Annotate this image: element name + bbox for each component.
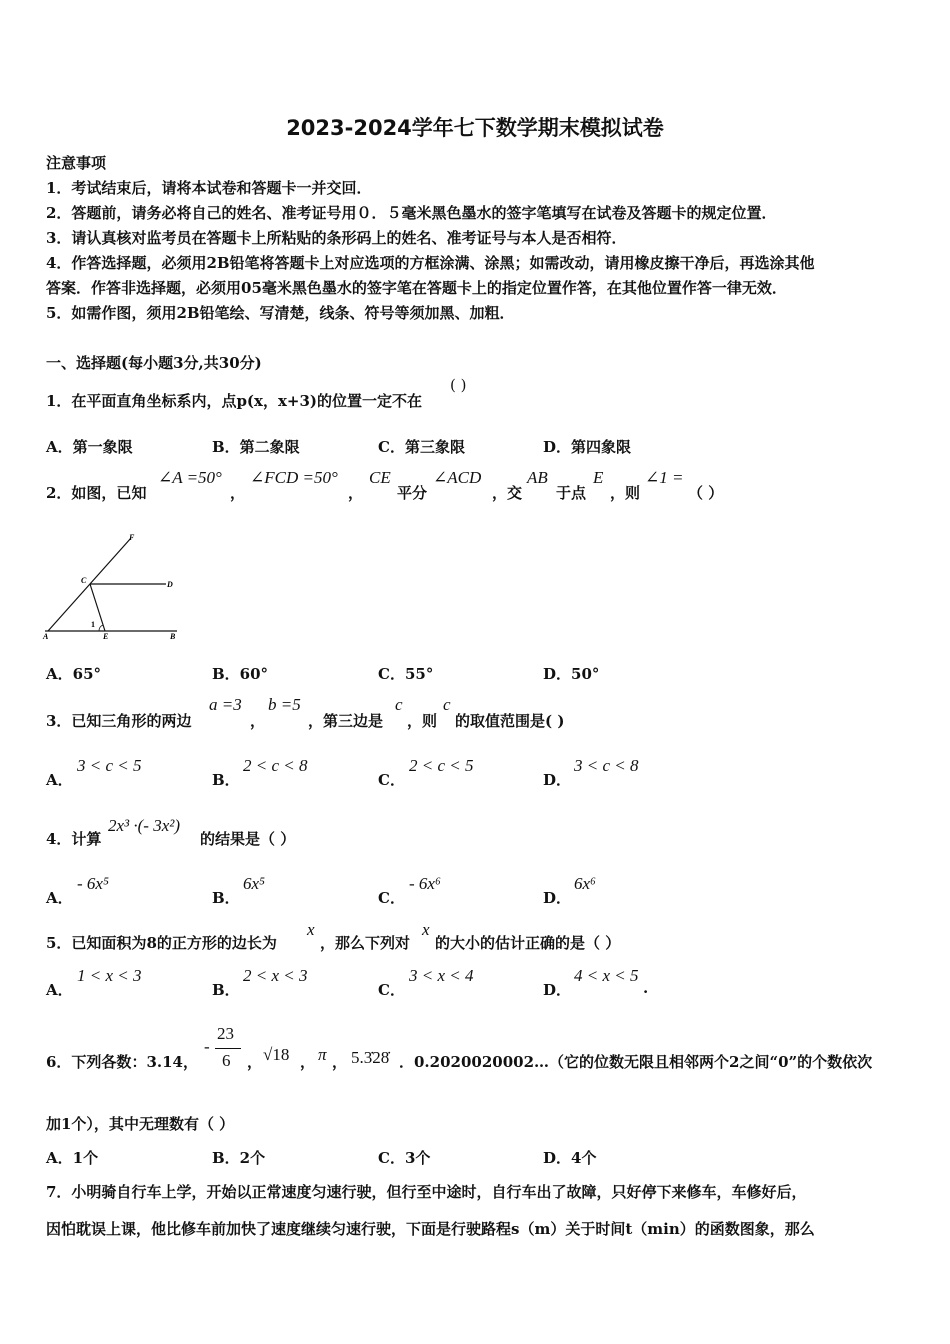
notice-item: 2．答题前，请务必将自己的姓名、准考证号用０．５毫米黑色墨水的签字笔填写在试卷及答题卡的规定位置． (46, 204, 777, 222)
notice-item: 3．请认真核对监考员在答题卡上所粘贴的条形码上的姓名、准考证号与本人是否相符． (46, 229, 627, 247)
math-repeating-decimal: 5.3̇28̇ (351, 1048, 390, 1067)
label-f: F (129, 533, 135, 542)
label-c: C (81, 576, 87, 585)
question-text: 的结果是（ ） (200, 830, 296, 848)
option-b-math: 2 < c < 8 (243, 756, 308, 775)
option-c-math: - 6x⁶ (409, 874, 441, 893)
option-c: C．55° (378, 665, 434, 683)
comma: ， (250, 712, 266, 730)
option-b-letter: B． (212, 771, 240, 789)
option-b-letter: B． (212, 981, 240, 999)
notice-heading: 注意事项 (46, 154, 107, 172)
label-d: D (167, 580, 173, 589)
notice-item: 4．作答选择题，必须用2B铅笔将答题卡上对应选项的方框涂满、涂黑；如需改动，请用橡皮擦干净后，再选涂其他 (46, 254, 815, 272)
option-a-math: 3 < c < 5 (77, 756, 142, 775)
question-7-line1: 7．小明骑自行车上学，开始以正常速度匀速行驶，但行至中途时，自行车出了故障，只好停下来修车，车修好后， (46, 1183, 807, 1201)
question-text: 的取值范围是( ) (455, 712, 565, 730)
comma: ， (348, 484, 364, 502)
option-a: A．65° (46, 665, 102, 683)
question-1-stem: 1．在平面直角坐标系内，点p(x，x+3)的位置一定不在 (46, 392, 423, 410)
option-d-letter: D． (543, 771, 572, 789)
option-b: B．第二象限 (212, 438, 300, 456)
option-b-math: 2 < x < 3 (243, 966, 308, 985)
question-3-lead: 3．已知三角形的两边 (46, 712, 192, 730)
option-c-math: 3 < x < 4 (409, 966, 474, 985)
section-heading: 一、选择题(每小题3分,共30分) (46, 354, 262, 372)
option-a-math: 1 < x < 3 (77, 966, 142, 985)
notice-item: 1．考试结束后，请将本试卷和答题卡一并交回． (46, 179, 372, 197)
notice-item: 答案．作答非选择题，必须用05毫米黑色墨水的签字笔在答题卡上的指定位置作答，在其他位置作答一律无效． (46, 279, 787, 297)
question-text: ，则 (407, 712, 438, 730)
period: ． (399, 1053, 415, 1071)
math-angle-acd: ∠ACD (433, 468, 482, 487)
option-d: D．4个 (543, 1149, 597, 1167)
fraction (213, 1024, 243, 1074)
question-7-line2: 因怕耽误上课，他比修车前加快了速度继续匀速行驶，下面是行驶路程s（m）关于时间t（min）的函数图象，那么 (46, 1220, 815, 1238)
question-text: 的大小的估计正确的是（ ） (435, 934, 621, 952)
question-4-lead: 4．计算 (46, 830, 102, 848)
option-c: C．3个 (378, 1149, 431, 1167)
option-c-letter: C． (378, 889, 405, 907)
fraction-bar (215, 1048, 241, 1049)
math-b-5: b =5 (268, 695, 301, 714)
option-d: D．第四象限 (543, 438, 632, 456)
page-title: 2023-2024学年七下数学期末模拟试卷 (286, 116, 664, 140)
question-text: 0.2020020002…（它的位数无限且相邻两个2之间“0”的个数依次 (414, 1053, 873, 1071)
question-text: ，则 (610, 484, 641, 502)
option-c-letter: C． (378, 771, 405, 789)
label-e: E (103, 632, 109, 641)
label-b: B (170, 632, 176, 641)
option-a-letter: A． (46, 889, 73, 907)
geometry-figure (40, 528, 190, 644)
question-6-lead: 6．下列各数：3.14， (46, 1053, 198, 1071)
math-ab: AB (527, 468, 548, 487)
math-a-3: a =3 (209, 695, 242, 714)
option-a: A．1个 (46, 1149, 99, 1167)
math-e: E (593, 468, 604, 487)
math-angle-fcd: ∠FCD =50° (250, 468, 338, 487)
option-a: A．第一象限 (46, 438, 133, 456)
option-d: D．50° (543, 665, 600, 683)
option-d-letter: D． (543, 981, 572, 999)
question-text: ，那么下列对 (320, 934, 411, 952)
option-d-math: 4 < x < 5 (574, 966, 639, 985)
fraction-denominator: 6 (222, 1051, 231, 1070)
question-text: 加1个），其中无理数有（ ） (46, 1115, 235, 1133)
option-b: B．60° (212, 665, 269, 683)
question-text: ，第三边是 (308, 712, 384, 730)
option-b-letter: B． (212, 889, 240, 907)
question-text: 于点 (556, 484, 587, 502)
answer-paren: （ ） (688, 484, 724, 502)
option-a-math: - 6x⁵ (77, 874, 109, 893)
math-angle-a: ∠A =50° (158, 468, 222, 487)
option-b: B．2个 (212, 1149, 266, 1167)
option-a-letter: A． (46, 771, 73, 789)
option-d-math: 3 < c < 8 (574, 756, 639, 775)
option-d-math: 6x⁶ (574, 874, 596, 893)
question-text: 平分 (397, 484, 428, 502)
math-pi: π (318, 1045, 327, 1064)
comma: ， (230, 484, 246, 502)
option-d-letter: D． (543, 889, 572, 907)
math-x: x (307, 920, 315, 939)
math-sqrt-18: √18 (263, 1045, 290, 1064)
option-c: C．第三象限 (378, 438, 465, 456)
comma: ， (247, 1053, 263, 1071)
option-a-letter: A． (46, 981, 73, 999)
label-a: A (43, 632, 49, 641)
notice-item: 5．如需作图，须用2B铅笔绘、写清楚，线条、符号等须加黑、加粗． (46, 304, 515, 322)
math-x: x (422, 920, 430, 939)
question-text: ，交 (492, 484, 523, 502)
option-c-math: 2 < c < 5 (409, 756, 474, 775)
math-expression: 2x³ ·(- 3x²) (108, 816, 181, 835)
fraction-sign: - (204, 1037, 210, 1056)
option-b-math: 6x⁵ (243, 874, 265, 893)
answer-paren: ( ) (450, 376, 467, 394)
fraction-numerator: 23 (217, 1024, 234, 1043)
math-ce: CE (369, 468, 391, 487)
question-2-lead: 2．如图，已知 (46, 484, 147, 502)
question-5-lead: 5．已知面积为8的正方形的边长为 (46, 934, 277, 952)
label-angle-1: 1 (91, 620, 95, 629)
math-c: c (443, 695, 451, 714)
comma: ， (300, 1053, 316, 1071)
math-c: c (395, 695, 403, 714)
option-c-letter: C． (378, 981, 405, 999)
math-angle-1: ∠1 = (645, 468, 684, 487)
comma: ， (332, 1053, 348, 1071)
angle-arc (99, 625, 103, 631)
period: . (643, 979, 649, 997)
